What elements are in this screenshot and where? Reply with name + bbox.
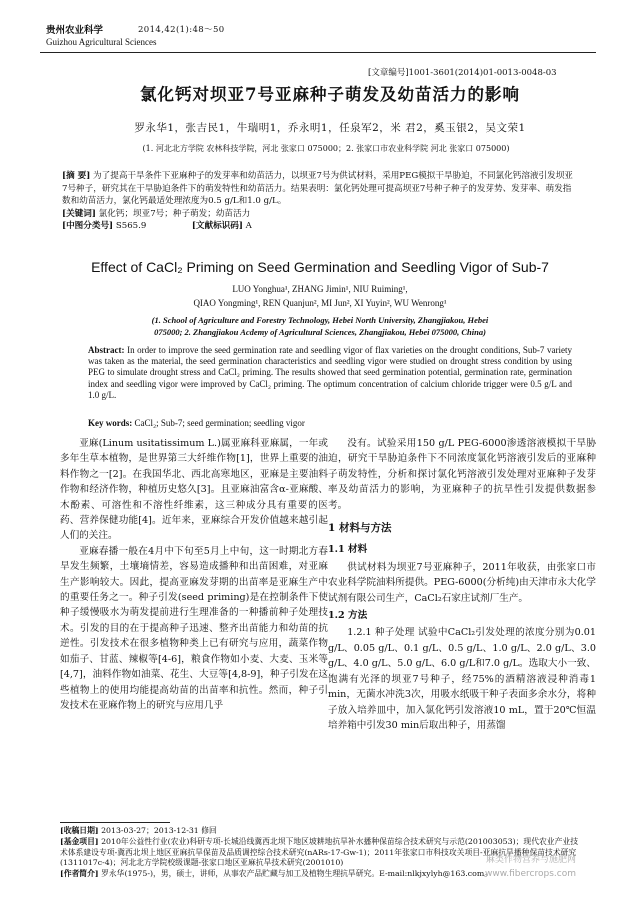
journal-name-en: Guizhou Agricultural Sciences xyxy=(46,37,157,47)
affiliation-en-line-2: 075000; 2. Zhangjiakou Acdemy of Agricultural Sciences, Zhangjiakou, Hebei 075000, China) xyxy=(154,326,486,337)
header-rule xyxy=(40,52,596,53)
body-paragraph: 供试材料为坝亚7号亚麻种子，2011年收获，由张家口市农业科学院油料所提供。PEG-6000(分析纯)由天津市永大化学试剂有限公司生产，CaCl₂石家庄试剂厂生产。 xyxy=(328,561,596,604)
abstract-en xyxy=(88,345,572,401)
watermark xyxy=(485,853,576,881)
body-paragraph: 亚麻春播一般在4月中下旬至5月上中旬，这一时期北方春旱发生频繁，土壤墒情差，容易造成播种和出苗困难，对亚麻生产影响较大。因此，提高亚麻发芽期的出苗率是亚麻生产中的重要任务之一。种子引发(seed priming)是在控制条件下使种子缓慢吸水为萌发提前进行生理准备的一种播前种子处理技术。引发的目的在于提高种子迅速、整齐出苗能力和幼苗的抗逆性。引发技术在很多植物种类上已有研究与应用，蔬菜作物如茄子、甘蓝、辣椒等[4-6]，粮食作物如小麦、大麦、玉米等[4,7]，油料作物如油菜、花生、大豆等[4,8-9]，种子引发在这些植物上的使用均能提高幼苗的出苗率和抗性。然而，种子引发技术在亚麻作物上的研究与应用几乎 xyxy=(60,545,328,711)
abstract-cn-label: [摘 要] xyxy=(62,171,91,181)
subsection-heading: 1.1 材料 xyxy=(328,544,368,556)
author-bio: 罗永华(1975-)，男，硕士，讲师，从事农产品贮藏与加工及植物生理抗旱研究。E-mail:nlkjxylyh@163.com。 xyxy=(101,869,493,879)
body-paragraph: 亚麻(Linum usitatissimum L.)属亚麻科亚麻属，一年或多年生草本植物，是世界第三大纤维作物[1]，世界上重要的油料作物之一[2]。在我国华北、西北高寒地区，亚麻是主要油料作物和经济作物，种植历史悠久[3]。且亚麻油富含α-亚麻酸、木酚素、可溶性和不溶性纤维素，这三种成分具有重要的医药、营养保健功能[4]。近年来，亚麻综合开发价值越来越引起人们的关注。 xyxy=(60,438,328,542)
body-column-left xyxy=(60,436,328,713)
journal-issue: 2014,42(1):48～50 xyxy=(138,25,225,35)
fund-text: 2010年公益性行业(农业)科研专项-长城沿线冀西北坝下地区坡耕地抗旱补水播种保苗综合技术研究与示范(201003053)；现代农业产业技术体系建设专项-冀西北坝上地区亚麻抗旱保苗及品质调控综合技术研究(nARs-17-Gw-1)；2011年张家口市科技攻关项目-亚麻抗旱播种保苗技术研究(1311017c-4)；河北北方学院校级课题-张家口地区亚麻抗旱技术研究(2001010) xyxy=(60,836,578,868)
affiliation-en xyxy=(70,315,570,338)
keywords-cn: 氯化钙；坝亚7号；种子萌发；幼苗活力 xyxy=(98,208,251,219)
keywords-en-line xyxy=(88,418,572,428)
affiliation-en-line-1: (1. School of Agriculture and Forestry Technology, Hebei North University, Zhangjiakou, Hebei xyxy=(151,315,489,325)
authors-en-line-1: LUO Yonghua¹, ZHANG Jimin¹, NIU Ruiming¹, xyxy=(232,284,408,294)
body-column-right xyxy=(328,436,596,733)
clc-number: S565.9 xyxy=(115,221,147,232)
received-date: 2013-03-27；2013-12-31 修回 xyxy=(101,826,217,835)
doc-code: A xyxy=(245,221,252,232)
abstract-cn xyxy=(62,170,574,233)
authors-en-line-2: QIAO Yongming¹, REN Quanjun², MI Jun², XI Yuyin², WU Wenrong¹ xyxy=(193,298,447,308)
abstract-en-label: Abstract: xyxy=(88,345,125,355)
fund-label: [基金项目] xyxy=(60,836,99,846)
article-number: [文章编号]1001-3601(2014)01-0013-0048-03 xyxy=(368,68,557,78)
paper-title-en: Effect of CaCl₂ Priming on Seed Germination and Seedling Vigor of Sub-7 xyxy=(91,259,549,275)
received-label: [收稿日期] xyxy=(60,826,99,835)
keywords-en-label: Key words: xyxy=(88,418,133,428)
watermark-line-1: 麻类作物营养与施肥网 xyxy=(485,855,576,865)
body-paragraph: 没有。试验采用150 g/L PEG-6000渗透溶液模拟干旱胁迫，研究干旱胁迫条件下不同浓度氯化钙溶液引发后的亚麻种子萌发特性，分析和探讨氯化钙溶液引发处理对亚麻种子发芽率及幼苗活力的影响，为亚麻种子的抗旱性引发提供数据参考。 xyxy=(328,438,596,511)
keywords-cn-label: [关键词] xyxy=(62,208,96,219)
affiliation-cn: (1. 河北北方学院 农林科技学院，河北 张家口 075000；2. 张家口市农业科学院 河北 张家口 075000) xyxy=(142,144,510,153)
body-paragraph: 1.2.1 种子处理 试验中CaCl₂引发处理的浓度分别为0.01 g/L、0.05 g/L、0.1 g/L、0.5 g/L、1.0 g/L、2.0 g/L、3.0 g/L、4.0 g/L、5.0 g/L、6.0 g/L和7.0 g/L。选取大小一致、饱满有光泽的坝亚7号种子，经75%的酒精溶液浸种消毒1 min，无菌水冲洗3次，用吸水纸吸干种子表面多余水分，将种子放入培养皿中，加入氯化钙引发溶液10 mL，置于20℃恒温培养箱中引发30 min后取出种子，用蒸馏 xyxy=(328,627,596,731)
section-heading: 1 材料与方法 xyxy=(328,522,392,535)
author-bio-label: [作者简介] xyxy=(60,869,99,879)
authors-en xyxy=(70,282,570,310)
subsection-heading: 1.2 方法 xyxy=(328,610,368,622)
abstract-cn-text: 为了提高干旱条件下亚麻种子的发芽率和幼苗活力，以坝亚7号为供试材料，采用PEG模拟干旱胁迫，不同氯化钙溶液引发坝亚7号种子，研究其在干旱胁迫条件下的萌发特性和幼苗活力。结果表明：氯化钙处理可提高坝亚7号种子种子的发芽势、发芽率、萌发指数和幼苗活力，氯化钙最适处理浓度为0.5 g/L和1.0 g/L。 xyxy=(62,171,573,207)
footnote-received xyxy=(60,826,580,837)
authors-cn: 罗永华1，张吉民1，牛瑞明1，乔永明1，任泉军2，米 君2，奚玉银2，吴文荣1 xyxy=(134,122,526,134)
paper-title-cn: 氯化钙对坝亚7号亚麻种子萌发及幼苗活力的影响 xyxy=(140,85,520,104)
watermark-line-2: www.fibercrops.com xyxy=(485,869,576,879)
abstract-en-text: In order to improve the seed germination rate and seedling vigor of flax varieties on the drought conditions, Sub-7 variety was taken as the material, the seed germination characteristics and seedling vigor were studied on drought stress condition by using PEG to simulate drought stress and CaCl₂ priming. The results showed that seed germination potential, germination rate, germination index and seedling vigor were improved by CaCl₂ priming. The optimum concentration of calcium chloride trigger were 0.5 g/L and 1.0 g/L. xyxy=(88,345,572,400)
keywords-en: CaCl₂; Sub-7; seed germination; seedling vigor xyxy=(134,418,305,428)
footnote-rule xyxy=(60,822,170,823)
journal-name-cn: 贵州农业科学 xyxy=(46,25,104,36)
doc-code-label: [文献标识码] xyxy=(191,221,243,232)
clc-label: [中图分类号] xyxy=(62,221,114,232)
